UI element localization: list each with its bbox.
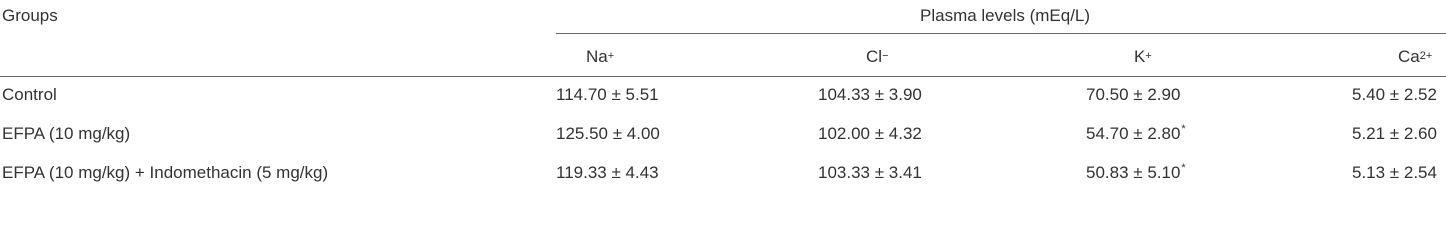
table-cell: 5.13 ± 2.54 [1352,163,1437,182]
table-cell: 104.33 ± 3.90 [818,85,922,104]
row-group-label: EFPA (10 mg/kg) [2,124,131,143]
table-cell: 5.21 ± 2.60 [1352,124,1437,143]
col-header-cl: Cl− [866,47,889,66]
col-header-ca: $Ca^{2+}$ [1398,47,1433,66]
plasma-levels-header: Plasma levels (mEq/L) [920,6,1091,25]
table-cell: 102.00 ± 4.32 [818,124,922,143]
table-cell: 50.83 ± 5.10* [1086,162,1186,182]
table-cell: 5.40 ± 2.52 [1352,85,1437,104]
header-divider [0,76,1446,77]
row-group-label: Control [2,85,57,104]
col-header-na: Na+ [586,47,615,66]
span-header-divider [556,33,1446,34]
row-group-label: EFPA (10 mg/kg) + Indomethacin (5 mg/kg) [2,163,329,182]
table-cell: 54.70 ± 2.80* [1086,123,1186,143]
table-cell: 114.70 ± 5.51 [556,85,659,104]
col-header-k: K+ [1134,47,1152,66]
table-cell: 70.50 ± 2.90 [1086,85,1181,104]
groups-header: Groups [2,6,58,25]
table-cell: 125.50 ± 4.00 [556,124,660,143]
table-cell: 103.33 ± 3.41 [818,163,922,182]
table-cell: 119.33 ± 4.43 [556,163,659,182]
